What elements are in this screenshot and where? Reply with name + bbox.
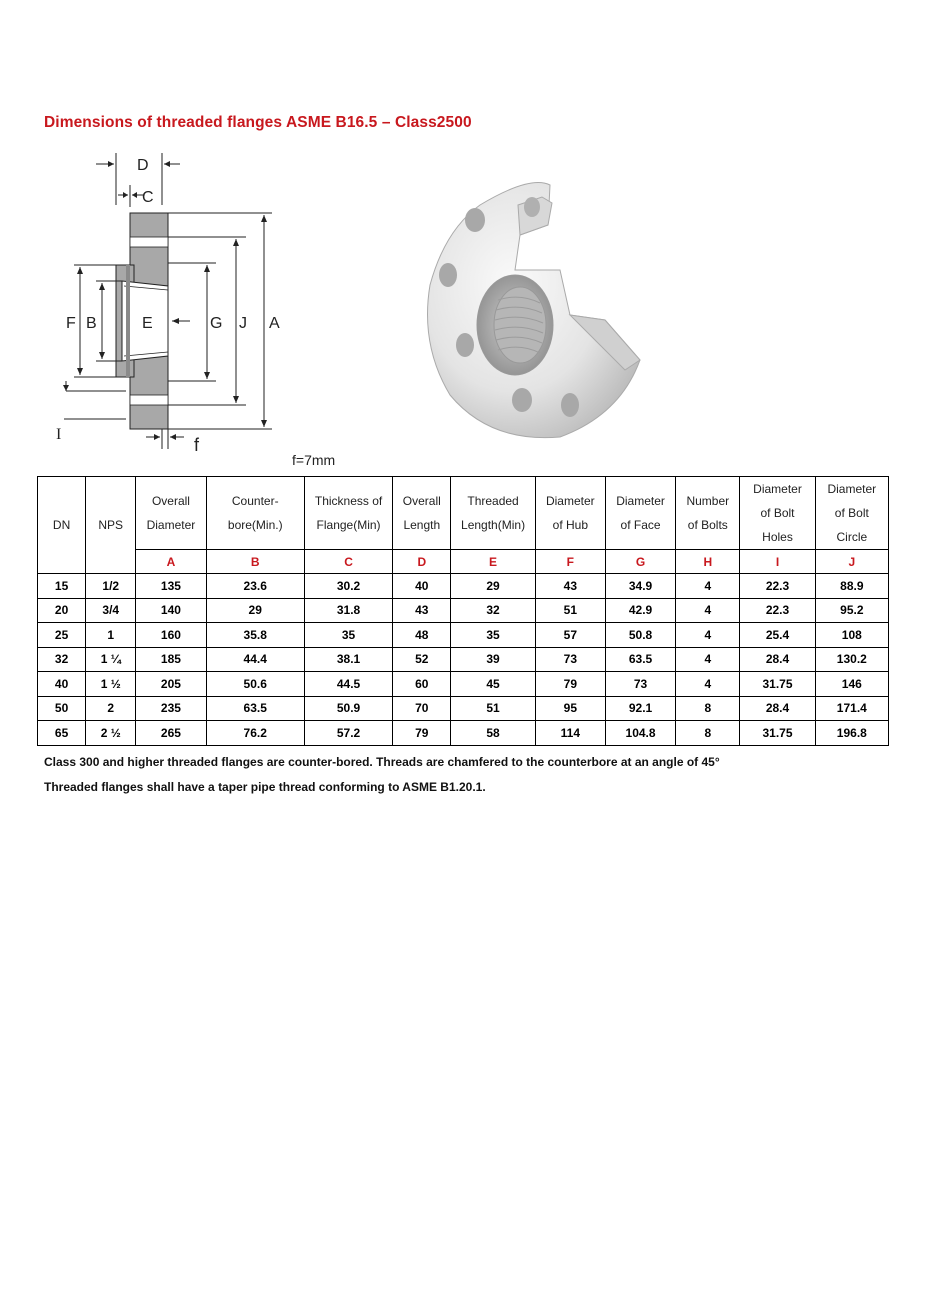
header-f: Diameter of Hub: [535, 477, 605, 550]
label-f-lower: f: [194, 435, 200, 455]
table-cell-nps: 2: [86, 696, 136, 721]
table-cell-d: 60: [393, 672, 451, 697]
note-thread: Threaded flanges shall have a taper pipe thread conforming to ASME B1.20.1.: [44, 780, 486, 794]
table-cell-d: 48: [393, 623, 451, 648]
flange-3d-image: [420, 175, 650, 445]
header-g: Diameter of Face: [605, 477, 675, 550]
table-cell-a: 185: [136, 647, 206, 672]
table-cell-dn: 20: [38, 598, 86, 623]
label-d: D: [137, 157, 149, 174]
label-b: B: [86, 315, 97, 332]
letter-row: [38, 550, 889, 574]
table-cell-h: 4: [676, 598, 740, 623]
table-cell-f: 114: [535, 721, 605, 746]
letter-f: F: [535, 550, 605, 574]
header-b: Counter- bore(Min.): [206, 477, 304, 550]
table-cell-a: 140: [136, 598, 206, 623]
table-cell-i: 22.3: [740, 574, 815, 599]
table-cell-b: 35.8: [206, 623, 304, 648]
table-row: [38, 647, 889, 672]
table-cell-b: 50.6: [206, 672, 304, 697]
table-cell-dn: 50: [38, 696, 86, 721]
table-cell-g: 63.5: [605, 647, 675, 672]
header-d: Overall Length: [393, 477, 451, 550]
table-cell-f: 79: [535, 672, 605, 697]
letter-g: G: [605, 550, 675, 574]
table-cell-h: 8: [676, 696, 740, 721]
table-cell-d: 40: [393, 574, 451, 599]
letter-a: A: [136, 550, 206, 574]
table-cell-f: 43: [535, 574, 605, 599]
label-i: I: [56, 426, 62, 443]
header-j: Diameter of Bolt Circle: [815, 477, 888, 550]
table-cell-f: 57: [535, 623, 605, 648]
table-cell-e: 58: [451, 721, 535, 746]
dimensions-table: [37, 476, 889, 746]
table-cell-dn: 15: [38, 574, 86, 599]
header-dn: DN: [38, 477, 86, 574]
table-cell-g: 73: [605, 672, 675, 697]
letter-e: E: [451, 550, 535, 574]
table-cell-d: 79: [393, 721, 451, 746]
table-cell-b: 29: [206, 598, 304, 623]
label-c: C: [142, 189, 154, 206]
table-cell-c: 44.5: [304, 672, 392, 697]
table-cell-i: 22.3: [740, 598, 815, 623]
table-cell-j: 196.8: [815, 721, 888, 746]
header-e: Threaded Length(Min): [451, 477, 535, 550]
f-dimension-note: f=7mm: [292, 452, 336, 468]
table-row: [38, 672, 889, 697]
table-cell-c: 31.8: [304, 598, 392, 623]
table-cell-j: 130.2: [815, 647, 888, 672]
table-cell-nps: 1 ½: [86, 672, 136, 697]
table-cell-i: 31.75: [740, 672, 815, 697]
table-row: [38, 623, 889, 648]
flange-section-drawing: [40, 145, 300, 460]
table-cell-i: 25.4: [740, 623, 815, 648]
table-cell-i: 31.75: [740, 721, 815, 746]
note-counterbore: Class 300 and higher threaded flanges are counter-bored. Threads are chamfered to the counterbore at an angle of 45°: [44, 755, 720, 769]
table-cell-a: 235: [136, 696, 206, 721]
label-g: G: [210, 315, 223, 332]
table-cell-e: 32: [451, 598, 535, 623]
table-cell-g: 42.9: [605, 598, 675, 623]
table-row: [38, 574, 889, 599]
table-cell-g: 34.9: [605, 574, 675, 599]
table-cell-e: 35: [451, 623, 535, 648]
label-f-upper: F: [66, 315, 76, 332]
table-cell-nps: 1: [86, 623, 136, 648]
table-cell-c: 30.2: [304, 574, 392, 599]
table-cell-e: 51: [451, 696, 535, 721]
table-cell-a: 160: [136, 623, 206, 648]
table-cell-g: 104.8: [605, 721, 675, 746]
letter-j: J: [815, 550, 888, 574]
table-cell-i: 28.4: [740, 647, 815, 672]
table-cell-e: 29: [451, 574, 535, 599]
page-title: Dimensions of threaded flanges ASME B16.5 – Class2500: [44, 114, 472, 131]
header-a: Overall Diameter: [136, 477, 206, 550]
header-nps: NPS: [86, 477, 136, 574]
table-cell-nps: 2 ½: [86, 721, 136, 746]
table-cell-j: 171.4: [815, 696, 888, 721]
table-cell-h: 4: [676, 623, 740, 648]
table-cell-dn: 40: [38, 672, 86, 697]
table-cell-e: 45: [451, 672, 535, 697]
table-cell-a: 265: [136, 721, 206, 746]
letter-c: C: [304, 550, 392, 574]
table-row: [38, 696, 889, 721]
label-a: A: [269, 315, 280, 332]
table-cell-e: 39: [451, 647, 535, 672]
table-cell-b: 63.5: [206, 696, 304, 721]
table-row: [38, 598, 889, 623]
table-cell-c: 57.2: [304, 721, 392, 746]
table-cell-nps: 3/4: [86, 598, 136, 623]
table-cell-nps: 1 ¼: [86, 647, 136, 672]
table-cell-a: 135: [136, 574, 206, 599]
table-cell-j: 146: [815, 672, 888, 697]
table-cell-nps: 1/2: [86, 574, 136, 599]
table-cell-j: 95.2: [815, 598, 888, 623]
header-c: Thickness of Flange(Min): [304, 477, 392, 550]
table-cell-j: 108: [815, 623, 888, 648]
table-cell-f: 95: [535, 696, 605, 721]
table-cell-h: 4: [676, 574, 740, 599]
table-cell-f: 51: [535, 598, 605, 623]
table-cell-h: 4: [676, 672, 740, 697]
label-e: E: [142, 315, 153, 332]
table-cell-b: 44.4: [206, 647, 304, 672]
table-cell-d: 70: [393, 696, 451, 721]
table-cell-c: 35: [304, 623, 392, 648]
header-i: Diameter of Bolt Holes: [740, 477, 815, 550]
table-cell-c: 50.9: [304, 696, 392, 721]
header-row: [38, 477, 889, 550]
table-cell-dn: 32: [38, 647, 86, 672]
table-cell-f: 73: [535, 647, 605, 672]
table-cell-d: 43: [393, 598, 451, 623]
table-cell-dn: 25: [38, 623, 86, 648]
table-cell-j: 88.9: [815, 574, 888, 599]
letter-d: D: [393, 550, 451, 574]
letter-b: B: [206, 550, 304, 574]
table-cell-d: 52: [393, 647, 451, 672]
table-row: [38, 721, 889, 746]
table-cell-dn: 65: [38, 721, 86, 746]
table-cell-b: 23.6: [206, 574, 304, 599]
label-j: J: [239, 315, 247, 332]
table-cell-g: 92.1: [605, 696, 675, 721]
header-h: Number of Bolts: [676, 477, 740, 550]
table-cell-b: 76.2: [206, 721, 304, 746]
table-cell-a: 205: [136, 672, 206, 697]
table-cell-h: 4: [676, 647, 740, 672]
table-cell-c: 38.1: [304, 647, 392, 672]
table-cell-g: 50.8: [605, 623, 675, 648]
letter-h: H: [676, 550, 740, 574]
table-cell-h: 8: [676, 721, 740, 746]
table-cell-i: 28.4: [740, 696, 815, 721]
letter-i: I: [740, 550, 815, 574]
